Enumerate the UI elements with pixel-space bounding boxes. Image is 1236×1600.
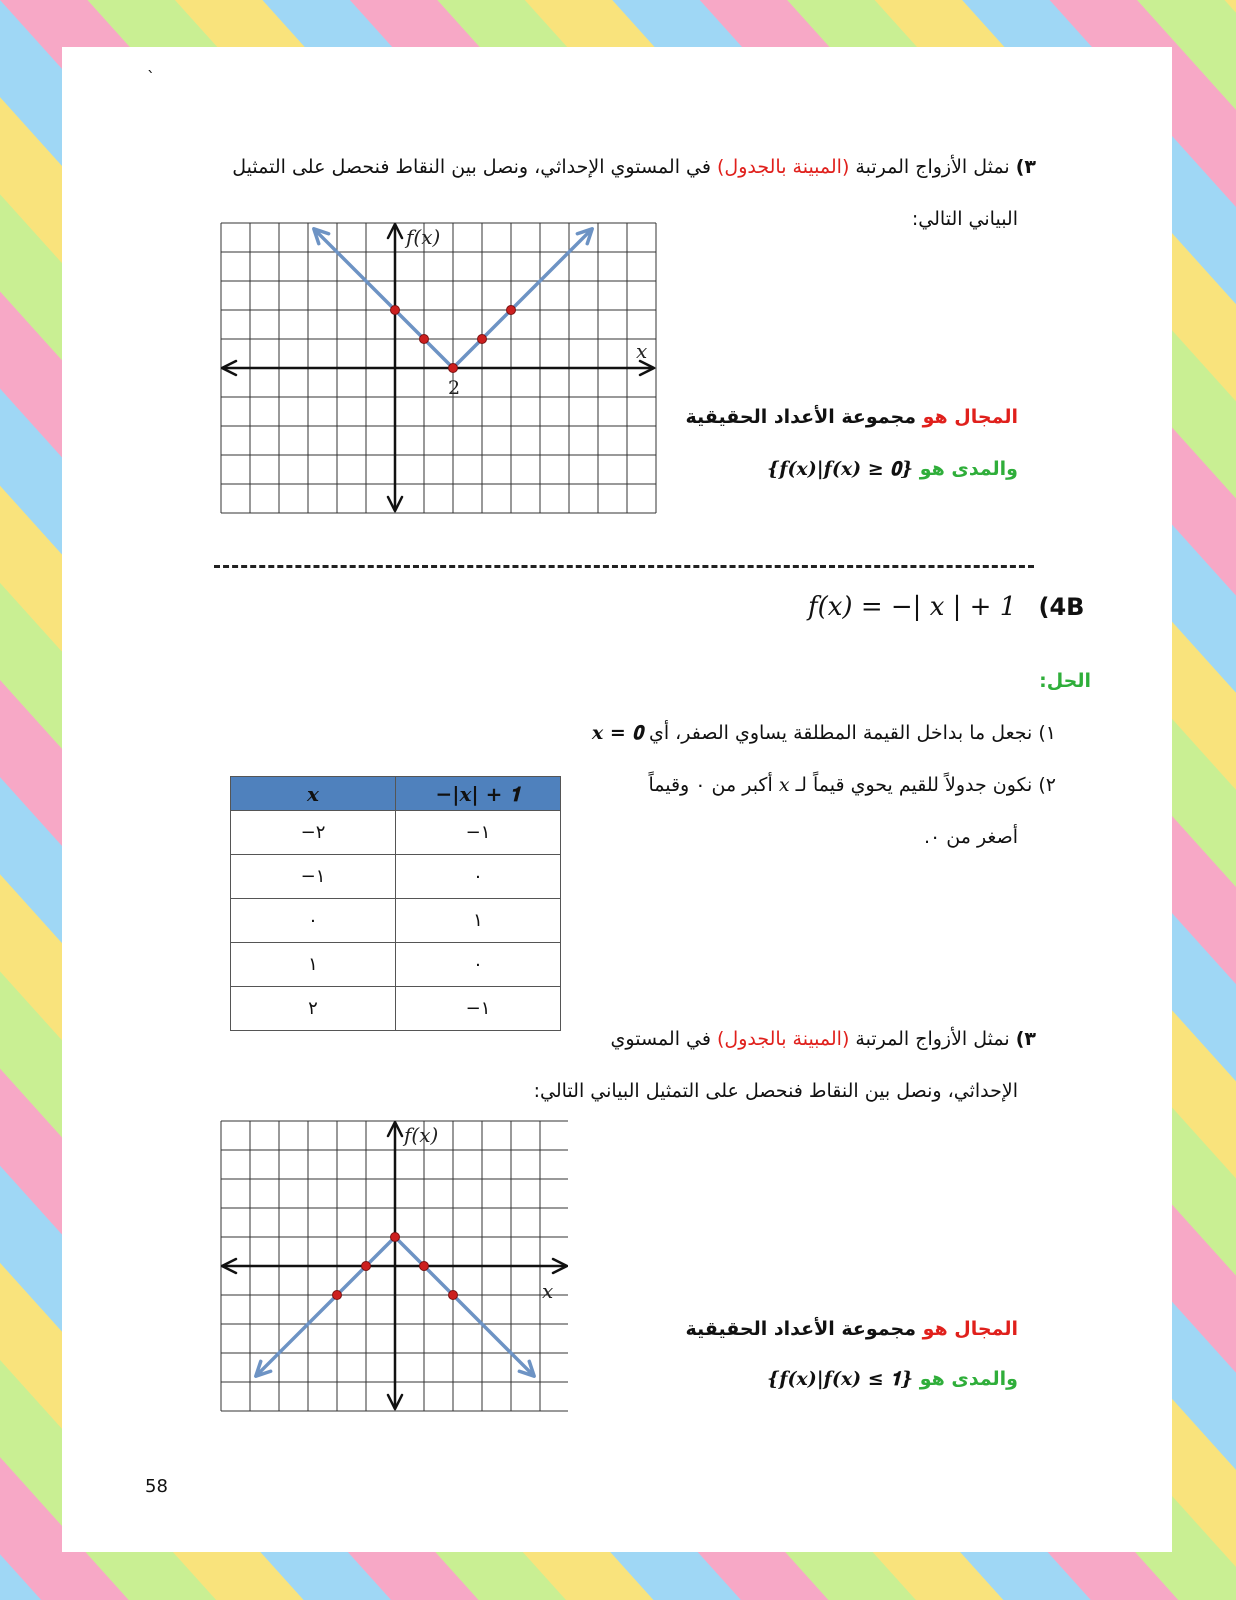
domain-b-label: المجال هو <box>922 1318 1018 1340</box>
section-divider <box>214 565 1034 568</box>
values-table-cell-fx: −١ <box>396 987 561 1031</box>
values-table-cell-x: −١ <box>231 855 396 899</box>
range-b-label: والمدى هو <box>919 1368 1018 1390</box>
values-table-cell-fx: ٠ <box>396 855 561 899</box>
graph-b <box>220 1120 568 1424</box>
step3-a-pre: نمثل الأزواج المرتبة <box>855 156 1010 178</box>
values-table-header-x: 𝒙 <box>231 777 396 811</box>
step1-b-text: ١) نجعل ما بداخل القيمة المطلقة يساوي الصفر، أي <box>648 722 1056 744</box>
values-table-header <box>231 777 561 811</box>
problem-4b-label: (4B <box>1038 593 1085 621</box>
stray-mark: ` <box>147 68 155 87</box>
step3-a-line1 <box>232 156 1036 178</box>
graph-a-vertex-label: 2 <box>448 377 461 399</box>
graph-a-y-label: f(x) <box>406 225 441 249</box>
graph-b-x-label: x <box>542 1279 554 1303</box>
graph-point <box>391 306 400 315</box>
step3-a-line2: البياني التالي: <box>911 208 1018 230</box>
values-table <box>230 776 561 1031</box>
domain-a-value: مجموعة الأعداد الحقيقية <box>685 406 916 428</box>
step2-b-line1 <box>648 774 1056 796</box>
step2-b-x: x <box>778 774 790 796</box>
step3-b-highlight: (المبينة بالجدول) <box>716 1028 850 1050</box>
step3-a-post: في المستوي الإحداثي، ونصل بين النقاط فنحصل على التمثيل <box>232 156 711 178</box>
step3-a-num: ٣) <box>1015 156 1036 178</box>
values-table-cell-fx: −١ <box>396 811 561 855</box>
graph-a-x-label: x <box>636 339 648 363</box>
graph-point <box>478 335 487 344</box>
range-a-label: والمدى هو <box>919 458 1018 480</box>
step2-b-num: ٢) <box>1038 774 1056 796</box>
graph-b-axes <box>222 1122 567 1409</box>
values-table-cell-fx: ٠ <box>396 943 561 987</box>
step3-b-num: ٣) <box>1015 1028 1036 1050</box>
values-table-row <box>231 811 561 855</box>
step2-b-line2: أصغر من ٠. <box>923 826 1018 848</box>
range-a-value: {𝒇(𝒙)|𝒇(𝒙) ≥ 𝟎} <box>767 458 914 480</box>
graph-point <box>391 1233 400 1242</box>
range-b-value: {𝒇(𝒙)|𝒇(𝒙) ≤ 𝟏} <box>767 1368 914 1390</box>
graph-point <box>420 335 429 344</box>
solution-label: الحل: <box>1039 670 1091 692</box>
graph-a-axes <box>222 224 654 511</box>
values-table-cell-x: ٠ <box>231 899 396 943</box>
graph-b-y-label: f(x) <box>404 1123 439 1147</box>
range-a <box>767 458 1018 480</box>
step3-b-post: في المستوي <box>610 1028 711 1050</box>
values-table-cell-fx: ١ <box>396 899 561 943</box>
values-table-row <box>231 943 561 987</box>
step2-b-a: نكون جدولاً للقيم يحوي قيماً لـ <box>795 774 1033 796</box>
problem-4b-expr: f(x) = −| x | + 1 <box>808 592 1017 622</box>
step3-b-pre: نمثل الأزواج المرتبة <box>855 1028 1010 1050</box>
range-b <box>767 1368 1018 1390</box>
step1-b-math: 𝒙 = 𝟎 <box>591 722 643 744</box>
values-table-cell-x: ١ <box>231 943 396 987</box>
domain-a-label: المجال هو <box>922 406 1018 428</box>
values-table-row <box>231 855 561 899</box>
graph-a <box>220 222 658 526</box>
step3-b-line1 <box>611 1028 1036 1050</box>
step3-b-line2: الإحداثي، ونصل بين النقاط فنحصل على التمثيل البياني التالي: <box>533 1080 1018 1102</box>
graph-point <box>449 1291 458 1300</box>
graph-point <box>507 306 516 315</box>
step2-b-b: أكبر من ٠ وقيماً <box>648 774 773 796</box>
graph-point <box>449 364 458 373</box>
graph-point <box>362 1262 371 1271</box>
domain-b <box>686 1318 1018 1340</box>
graph-point <box>420 1262 429 1271</box>
values-table-row <box>231 899 561 943</box>
values-table-cell-x: −٢ <box>231 811 396 855</box>
graph-point <box>333 1291 342 1300</box>
domain-b-value: مجموعة الأعداد الحقيقية <box>685 1318 916 1340</box>
step1-b <box>592 722 1056 744</box>
values-table-cell-x: ٢ <box>231 987 396 1031</box>
values-table-header-fx: −|𝒙| + 𝟏 <box>396 777 561 811</box>
step3-a-highlight: (المبينة بالجدول) <box>716 156 850 178</box>
values-table-row <box>231 987 561 1031</box>
domain-a <box>686 406 1018 428</box>
problem-4b <box>808 592 1084 622</box>
page-number: 58 <box>145 1476 168 1497</box>
